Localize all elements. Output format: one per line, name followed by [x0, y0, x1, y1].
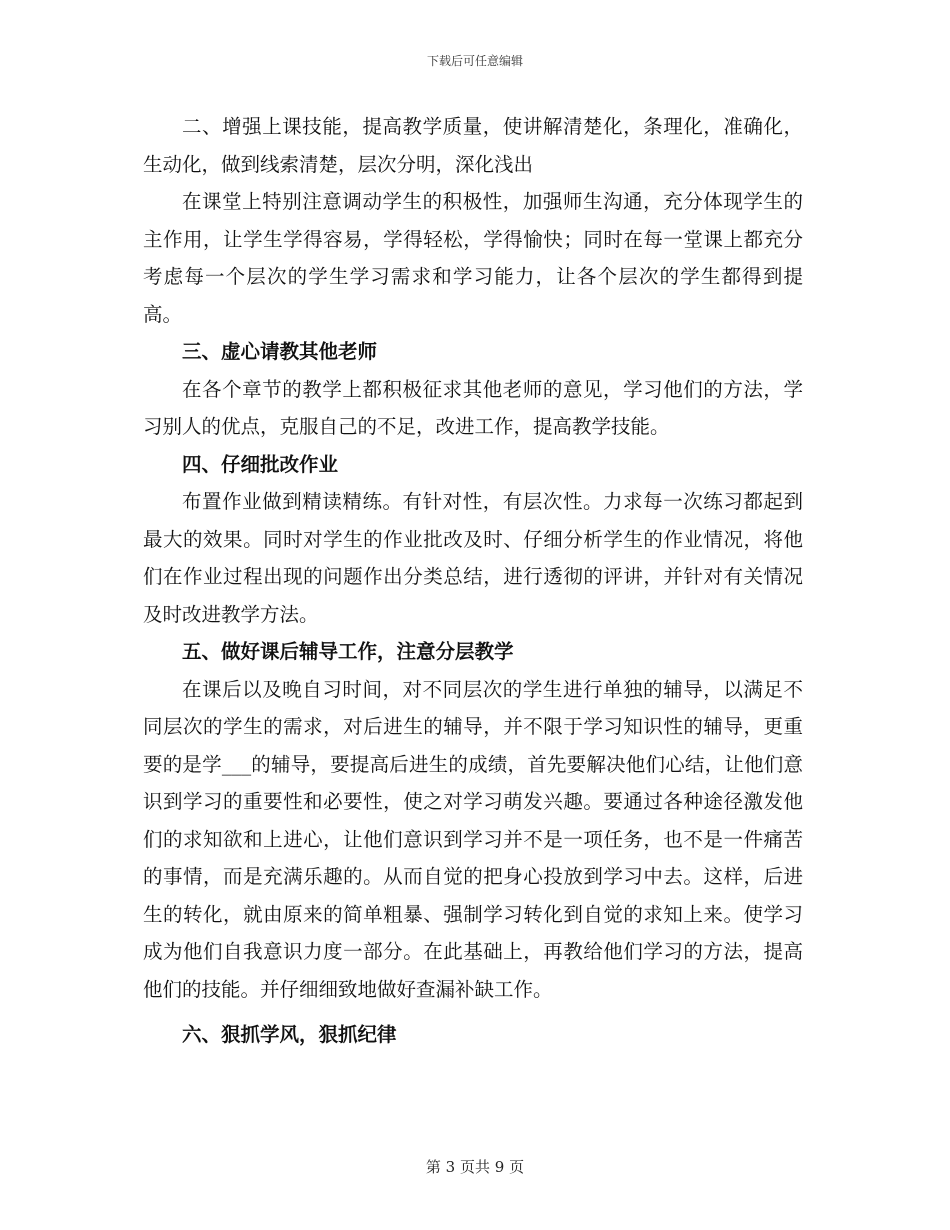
- heading-section-3: 三、虚心请教其他老师: [182, 340, 378, 363]
- paragraph-section-3: 在各个章节的教学上都积极征求其他老师的意见，学习他们的方法，学习别人的优点，克服自己的不足，改进工作，提高教学技能。: [143, 377, 803, 438]
- page-header-note: 下载后可任意编辑: [426, 54, 523, 68]
- heading-section-6: 六、狠抓学风，狠抓纪律: [182, 1023, 397, 1046]
- paragraph-section-4: 布置作业做到精读精练。有针对性，有层次性。力求每一次练习都起到最大的效果。同时对学生的作业批改及时、仔细分析学生的作业情况，将他们在作业过程出现的问题作出分类总结，进行透彻的评讲，并针对有关情况及时改进教学方法。: [143, 490, 803, 626]
- paragraph-section-2: 二、增强上课技能，提高教学质量，使讲解清楚化，条理化，准确化，生动化，做到线索清楚，层次分明，深化浅出: [143, 115, 803, 176]
- heading-section-4: 四、仔细批改作业: [182, 452, 339, 476]
- paragraph-section-5: 在课后以及晚自习时间，对不同层次的学生进行单独的辅导，以满足不同层次的学生的需求，对后进生的辅导，并不限于学习知识性的辅导，更重要的是学___的辅导，要提高后进生的成绩，首先要解决他们心结，让他们意识到学习的重要性和必要性，使之对学习萌发兴趣。要通过各种途径激发他们的求知欲和上进心，让他们意识到学习并不是一项任务，也不是一件痛苦的事情，而是充满乐趣的。从而自觉的把身心投放到学习中去。这样，后进生的转化，就由原来的简单粗暴、强制学习转化到自觉的求知上来。使学习成为他们自我意识力度一部分。在此基础上，再教给他们学习的方法，提高他们的技能。并仔细细致地做好查漏补缺工作。: [143, 677, 803, 1001]
- document-body: [143, 108, 803, 1054]
- paragraph-classroom: 在课堂上特别注意调动学生的积极性，加强师生沟通，充分体现学生的主作用，让学生学得容易，学得轻松，学得愉快；同时在每一堂课上都充分考虑每一个层次的学生学习需求和学习能力，让各个层次的学生都得到提高。: [143, 190, 803, 326]
- heading-section-5: 五、做好课后辅导工作，注意分层教学: [182, 640, 514, 663]
- page-number: 第 3 页共 9 页: [425, 1158, 525, 1176]
